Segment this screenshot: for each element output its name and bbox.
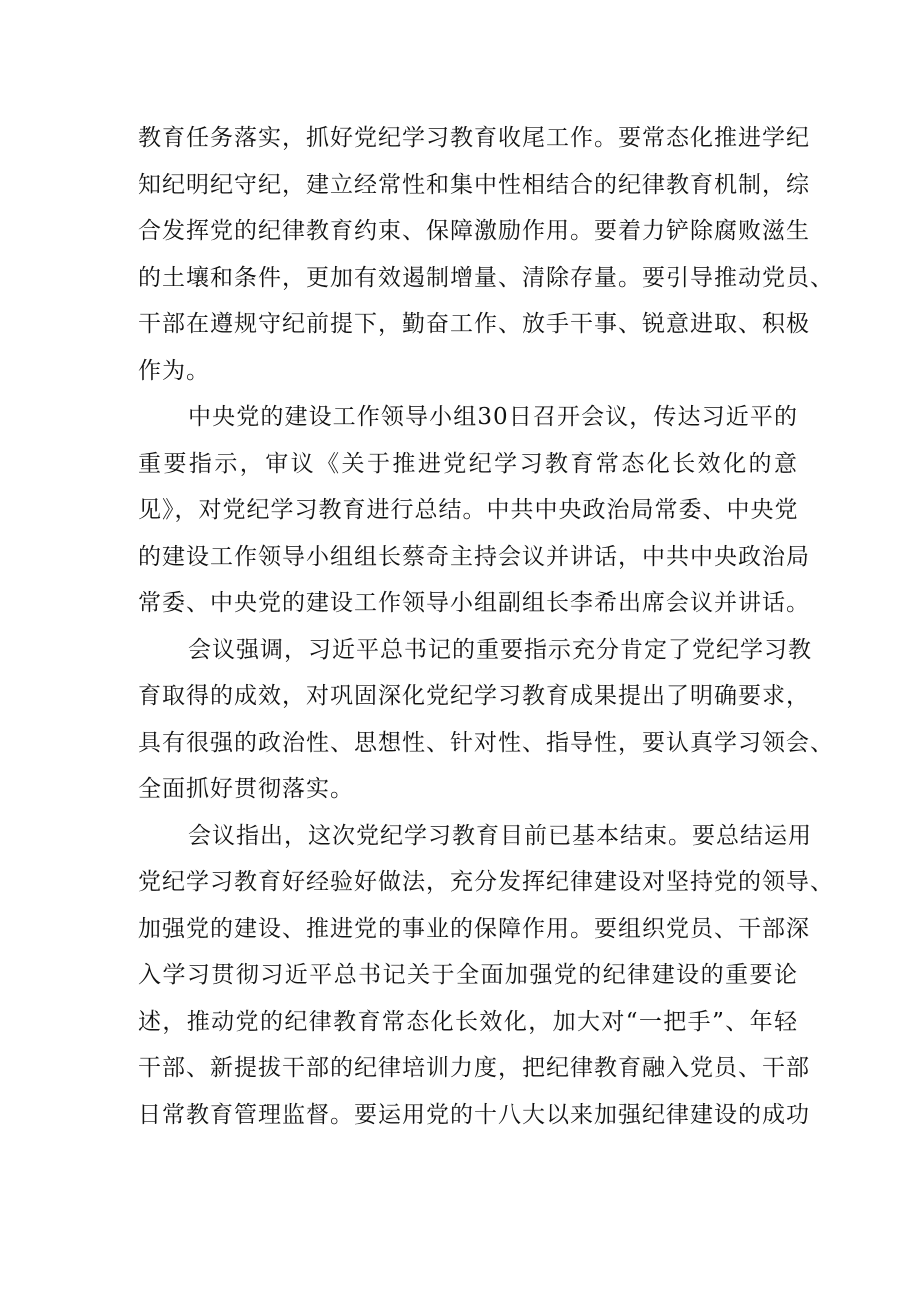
text-line: 党纪学习教育好经验好做法，充分发挥纪律建设对坚持党的领导、 [138,869,834,895]
text-line: 述，推动党的纪律教育常态化长效化，加大对“一把手”、年轻 [138,1008,798,1035]
body-text [138,115,834,1138]
text-line: 知纪明纪守纪，建立经常性和集中性相结合的纪律教育机制，综 [138,171,810,198]
paragraph-start-line: 会议强调，习近平总书记的重要指示充分肯定了党纪学习教 [188,636,812,663]
text-line: 育取得的成效，对巩固深化党纪学习教育成果提出了明确要求， [138,683,810,709]
text-line: 常委、中央党的建设工作领导小组副组长李希出席会议并讲话。 [138,590,810,616]
text-line: 的建设工作领导小组组长蔡奇主持会议并讲话，中共中央政治局 [138,543,810,570]
text-line: 见》，对党纪学习教育进行总结。中共中央政治局常委、中央党 [138,497,799,523]
paragraph-start-line: 会议指出，这次党纪学习教育目前已基本结束。要总结运用 [188,822,812,849]
text-line: 干部在遵规守纪前提下，勤奋工作、放手干事、锐意进取、积极 [138,311,810,337]
text-line: 入学习贯彻习近平总书记关于全面加强党的纪律建设的重要论 [138,962,798,988]
text-line: 重要指示，审议《关于推进党纪学习教育常态化长效化的意 [138,450,798,477]
text-line: 作为。 [138,357,210,384]
text-line: 日常教育管理监督。要运用党的十八大以来加强纪律建设的成功 [138,1101,810,1128]
text-line: 具有很强的政治性、思想性、针对性、指导性，要认真学习领会、 [138,729,834,756]
paragraph-start-line: 中央党的建设工作领导小组30日召开会议，传达习近平的 [188,404,798,430]
text-line: 合发挥党的纪律教育约束、保障激励作用。要着力铲除腐败滋生 [138,218,810,244]
text-line: 的土壤和条件，更加有效遏制增量、清除存量。要引导推动党员、 [138,264,834,291]
text-line: 教育任务落实，抓好党纪学习教育收尾工作。要常态化推进学纪 [138,125,810,151]
text-line: 全面抓好贯彻落实。 [138,776,354,802]
text-line: 加强党的建设、推进党的事业的保障作用。要组织党员、干部深 [138,915,810,942]
text-line: 干部、新提拔干部的纪律培训力度，把纪律教育融入党员、干部 [138,1055,810,1081]
